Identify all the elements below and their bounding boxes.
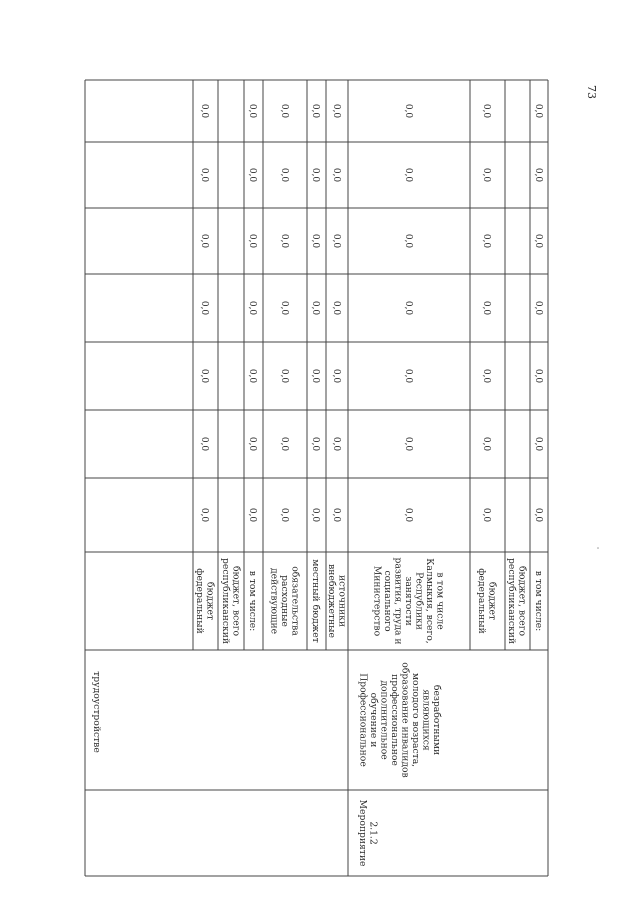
funding-value: 0,0 [279, 233, 289, 249]
funding-source-label: в том числе: [533, 570, 544, 632]
funding-value: 0,0 [331, 368, 341, 384]
funding-value: 0,0 [247, 103, 257, 119]
funding-value: 0,0 [310, 300, 320, 316]
event-name-continued: трудоустройстве [91, 671, 102, 753]
funding-value: 0,0 [279, 103, 289, 119]
funding-value: 0,0 [533, 233, 543, 249]
funding-source-label: федеральныйбюджет [193, 568, 216, 634]
event-code: Мероприятие2.1.2 [356, 799, 379, 867]
funding-value: 0,0 [199, 436, 209, 452]
funding-value: 0,0 [279, 436, 289, 452]
funding-value: 0,0 [481, 103, 491, 119]
funding-value: 0,0 [279, 507, 289, 523]
budget-table-cells [91, 104, 544, 867]
funding-value: 0,0 [247, 436, 257, 452]
funding-value: 0,0 [247, 507, 257, 523]
funding-value: 0,0 [481, 300, 491, 316]
funding-value: 0,0 [199, 507, 209, 523]
page-number [585, 85, 598, 99]
funding-value: 0,0 [481, 507, 491, 523]
funding-value: 0,0 [279, 167, 289, 183]
funding-value: 0,0 [331, 233, 341, 249]
funding-value: 0,0 [247, 167, 257, 183]
funding-source-label: республиканскийбюджет, всего [505, 558, 528, 644]
funding-value: 0,0 [199, 300, 209, 316]
funding-value: 0,0 [199, 233, 209, 249]
funding-value: 0,0 [247, 368, 257, 384]
funding-source-label: в том числе: [247, 570, 258, 632]
funding-source-label: действующиерасходныеобязательства [268, 566, 301, 636]
funding-value: 0,0 [331, 167, 341, 183]
funding-value: 0,0 [533, 103, 543, 119]
funding-source-label: республиканскийбюджет, всего [219, 558, 242, 644]
funding-value: 0,0 [247, 233, 257, 249]
funding-source-label: местный бюджет [310, 559, 321, 643]
funding-value: 0,0 [310, 507, 320, 523]
funding-value: 0,0 [310, 167, 320, 183]
funding-value: 0,0 [331, 507, 341, 523]
funding-value: 0,0 [331, 103, 341, 119]
funding-value: 0,0 [310, 233, 320, 249]
funding-value: 0,0 [310, 103, 320, 119]
funding-value: 0,0 [199, 368, 209, 384]
funding-value: 0,0 [310, 368, 320, 384]
funding-value: 0,0 [310, 436, 320, 452]
funding-value: 0,0 [403, 233, 413, 249]
budget-table-grid [85, 80, 599, 876]
funding-value: 0,0 [533, 507, 543, 523]
page-number-text: 73 [585, 85, 598, 99]
funding-value: 0,0 [533, 167, 543, 183]
funding-value: 0,0 [481, 368, 491, 384]
funding-value: 0,0 [403, 103, 413, 119]
funding-value: 0,0 [481, 167, 491, 183]
funding-value: 0,0 [403, 300, 413, 316]
funding-value: 0,0 [403, 368, 413, 384]
scan-speck [597, 547, 599, 549]
funding-value: 0,0 [481, 233, 491, 249]
funding-value: 0,0 [533, 300, 543, 316]
funding-source-label: Министерствосоциальногоразвития, труда изанятостиРеспубликиКалмыкия, всего,в том числе [371, 557, 446, 645]
funding-value: 0,0 [199, 103, 209, 119]
funding-value: 0,0 [533, 368, 543, 384]
funding-value: 0,0 [403, 507, 413, 523]
funding-value: 0,0 [331, 300, 341, 316]
funding-source-label: внебюджетныеисточники [325, 564, 348, 638]
funding-value: 0,0 [279, 300, 289, 316]
funding-value: 0,0 [403, 436, 413, 452]
event-name: Профессиональноеобучение идополнительноепрофессиональноеобразование инвалидовмолодого возраста,являющихсябезработными [357, 662, 442, 778]
funding-value: 0,0 [533, 436, 543, 452]
funding-value: 0,0 [481, 436, 491, 452]
funding-value: 0,0 [199, 167, 209, 183]
funding-value: 0,0 [279, 368, 289, 384]
funding-value: 0,0 [331, 436, 341, 452]
funding-value: 0,0 [247, 300, 257, 316]
funding-value: 0,0 [403, 167, 413, 183]
funding-source-label: федеральныйбюджет [475, 568, 498, 634]
